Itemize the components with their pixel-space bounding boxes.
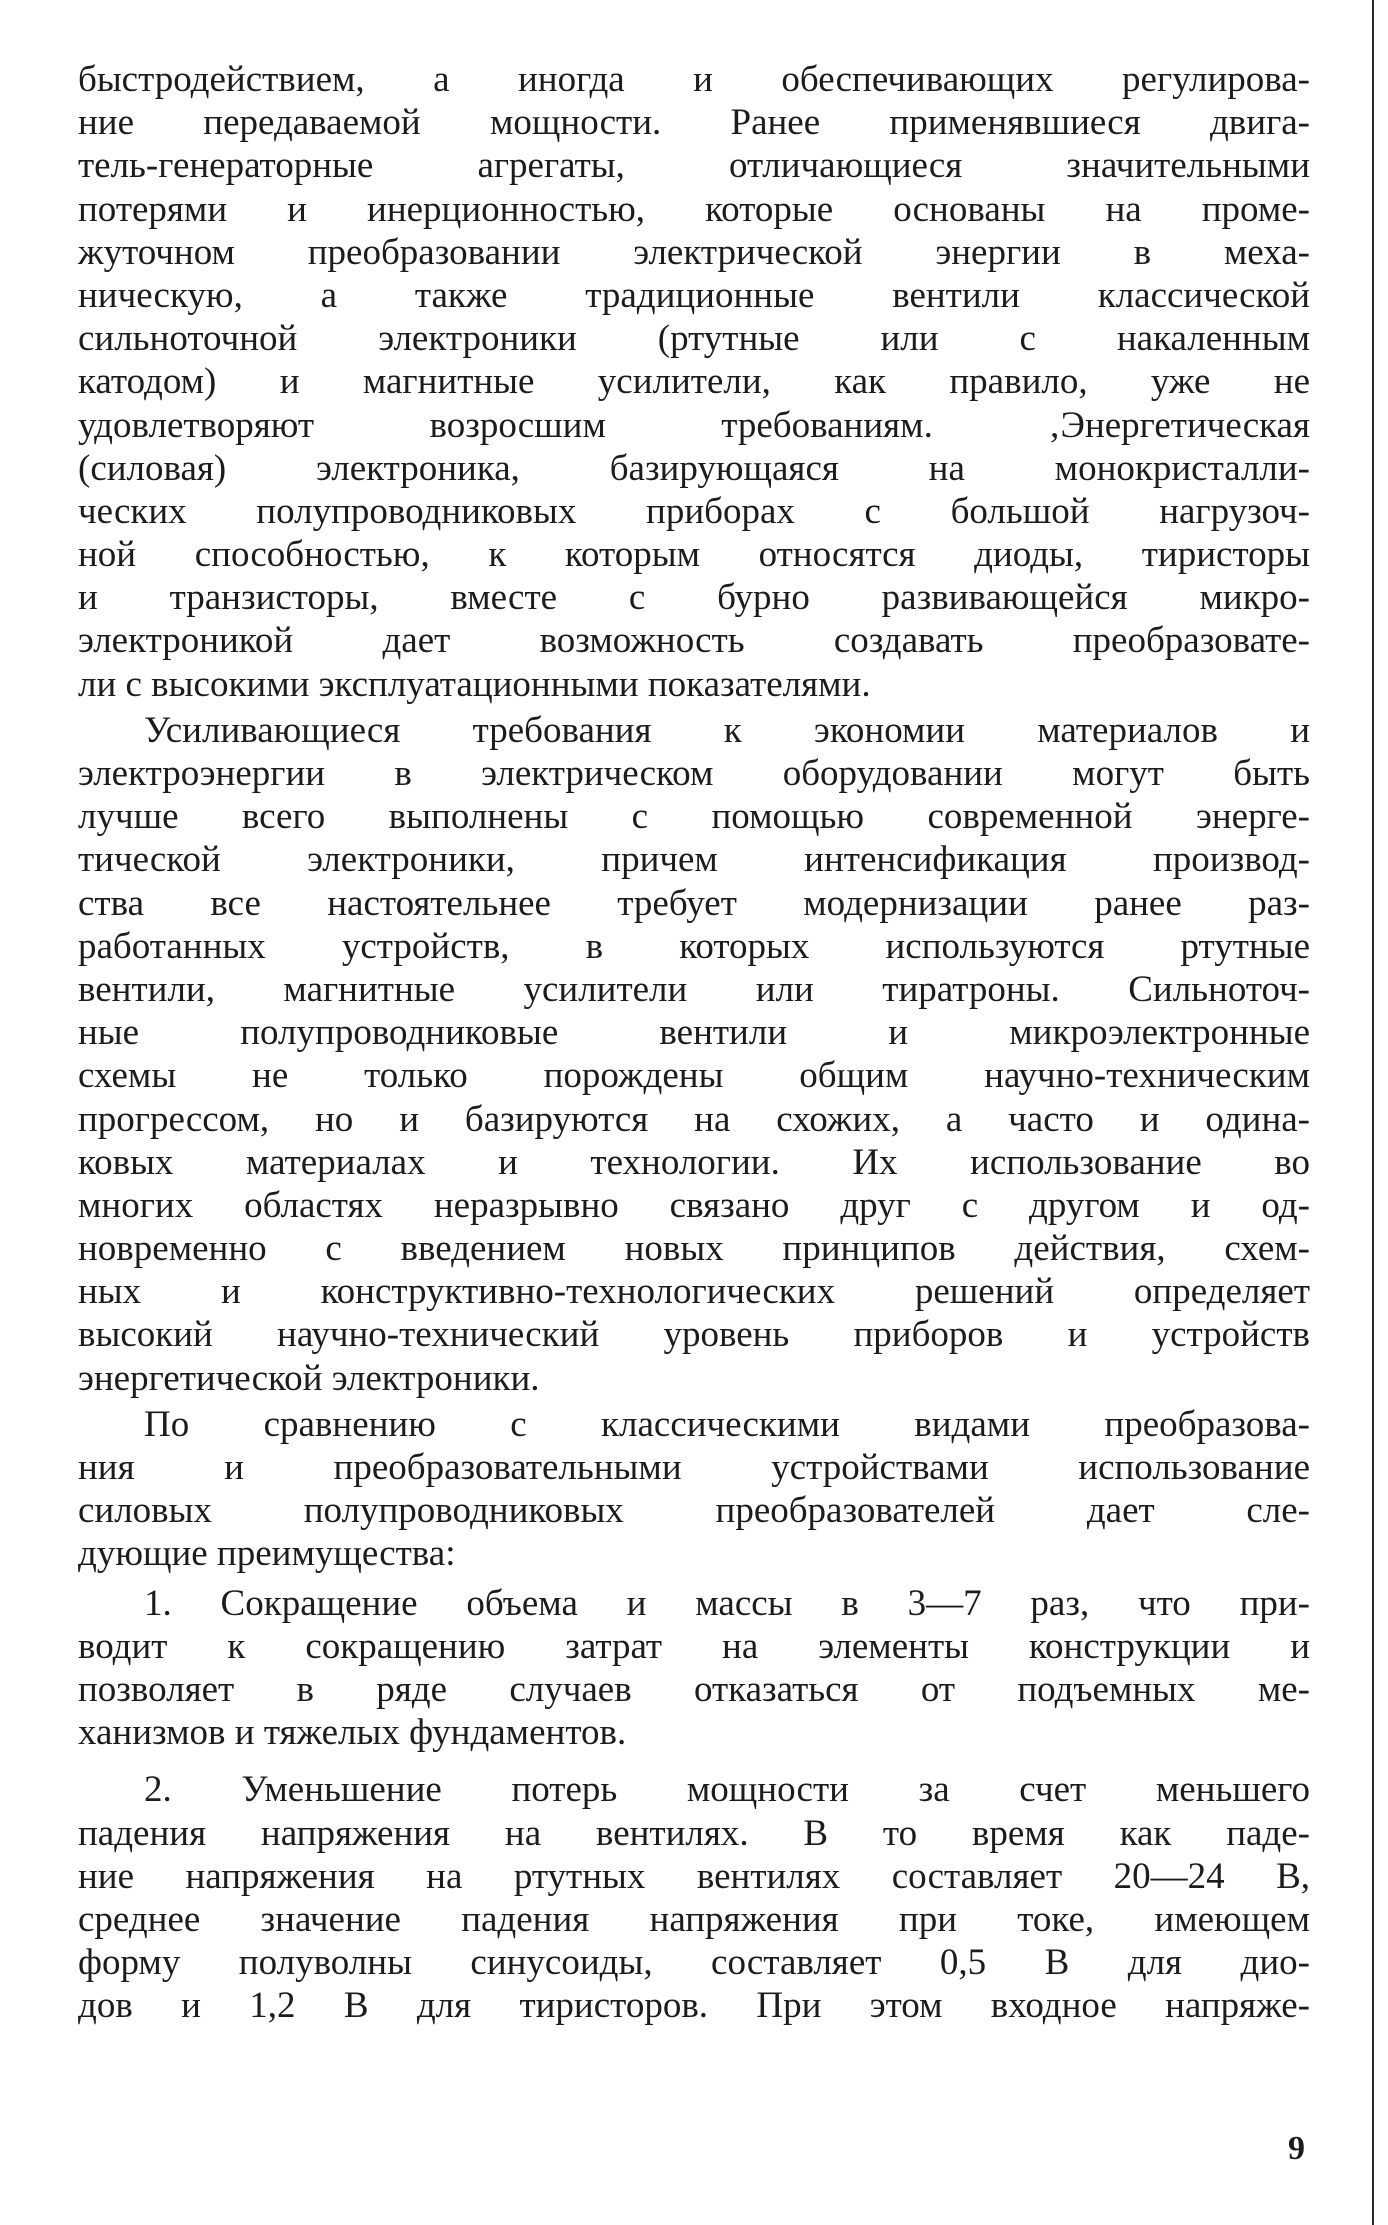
text-line: тической электроники, причем интенсификация производ- [78, 839, 1310, 881]
text-line: удовлетворяют возросшим требованиям. ‚Энергетическая [78, 404, 1310, 446]
text-line: форму полуволны синусоиды, составляет 0,5 В для дио- [78, 1942, 1310, 1984]
text-line: высокий научно-технический уровень приборов и устройств [78, 1314, 1310, 1356]
text-line: ные полупроводниковые вентили и микроэлектронные [78, 1012, 1310, 1054]
text-line: жуточном преобразовании электрической энергии в меха- [78, 231, 1310, 273]
text-line: ханизмов и тяжелых фундаментов. [78, 1712, 627, 1754]
text-line: потерями и инерционностью, которые основаны на проме- [78, 188, 1310, 230]
text-line: вентили, магнитные усилители или тиратроны. Сильноточ- [78, 968, 1310, 1010]
text-line: дов и 1,2 В для тиристоров. При этом входное напряже- [78, 1985, 1310, 2027]
text-line: силовых полупроводниковых преобразователей дает сле- [78, 1490, 1310, 1532]
text-line: среднее значение падения напряжения при токе, имеющем [78, 1898, 1310, 1940]
text-line: работанных устройств, в которых используются ртутные [78, 925, 1310, 967]
text-line: быстродействием, а иногда и обеспечивающих регулирова- [78, 59, 1310, 100]
text-line: водит к сокращению затрат на элементы конструкции и [78, 1625, 1310, 1667]
text-line: многих областях неразрывно связано друг с другом и од- [78, 1184, 1310, 1226]
text-line: ковых материалах и технологии. Их использование во [78, 1141, 1310, 1183]
list-item-1 [78, 1582, 1310, 1755]
text-line: ническую, а также традиционные вентили классической [78, 274, 1310, 316]
text-line: Усиливающиеся требования к экономии материалов и [144, 709, 1310, 751]
text-line: ства все настоятельнее требует модернизации ранее раз- [78, 882, 1310, 924]
page-number: 9 [1288, 2130, 1305, 2167]
text-line: новременно с введением новых принципов действия, схем- [78, 1228, 1310, 1270]
paragraph-1 [78, 58, 1310, 706]
text-line: падения напряжения на вентилях. В то время как паде- [78, 1812, 1310, 1854]
text-line: лучше всего выполнены с помощью современной энерге- [78, 796, 1310, 838]
text-line: тель-генераторные агрегаты, отличающиеся значительными [78, 145, 1310, 187]
text-line: схемы не только порождены общим научно-техническим [78, 1055, 1310, 1097]
text-line: ческих полупроводниковых приборах с большой нагрузоч- [78, 490, 1310, 532]
text-line: По сравнению с классическими видами преобразова- [144, 1403, 1310, 1445]
text-line: электроэнергии в электрическом оборудовании могут быть [78, 753, 1310, 794]
text-line: ния и преобразовательными устройствами использование [78, 1447, 1310, 1488]
text-line: 2. Уменьшение потерь мощности за счет меньшего [144, 1769, 1310, 1811]
text-line: дующие преимущества: [78, 1533, 456, 1575]
text-line: энергетической электроники. [78, 1357, 540, 1399]
paragraph-2 [78, 709, 1310, 1400]
text-line: ной способностью, к которым относятся диоды, тиристоры [78, 534, 1310, 576]
text-line: и транзисторы, вместе с бурно развивающейся микро- [78, 577, 1310, 619]
text-line: прогрессом, но и базируются на схожих, а часто и одина- [78, 1098, 1310, 1140]
text-line: 1. Сокращение объема и массы в 3—7 раз, что при- [144, 1582, 1310, 1624]
text-line: (силовая) электроника, базирующаяся на монокристалли- [78, 447, 1310, 489]
body-text [78, 58, 1310, 2041]
text-line: ных и конструктивно-технологических решений определяет [78, 1271, 1310, 1313]
text-line: сильноточной электроники (ртутные или с накаленным [78, 318, 1310, 360]
page-edge-line [1372, 0, 1374, 2225]
text-line: позволяет в ряде случаев отказаться от подъемных ме- [78, 1668, 1310, 1710]
text-line: катодом) и магнитные усилители, как правило, уже не [78, 361, 1310, 403]
text-line: ние напряжения на ртутных вентилях составляет 20—24 В, [78, 1855, 1310, 1897]
text-line: ние передаваемой мощности. Ранее применявшиеся двига- [78, 102, 1310, 144]
paragraph-3 [78, 1403, 1310, 1576]
text-line: ли с высокими эксплуатационными показателями. [78, 663, 871, 705]
text-line: электроникой дает возможность создавать преобразовате- [78, 620, 1310, 662]
list-item-2 [78, 1768, 1310, 2027]
